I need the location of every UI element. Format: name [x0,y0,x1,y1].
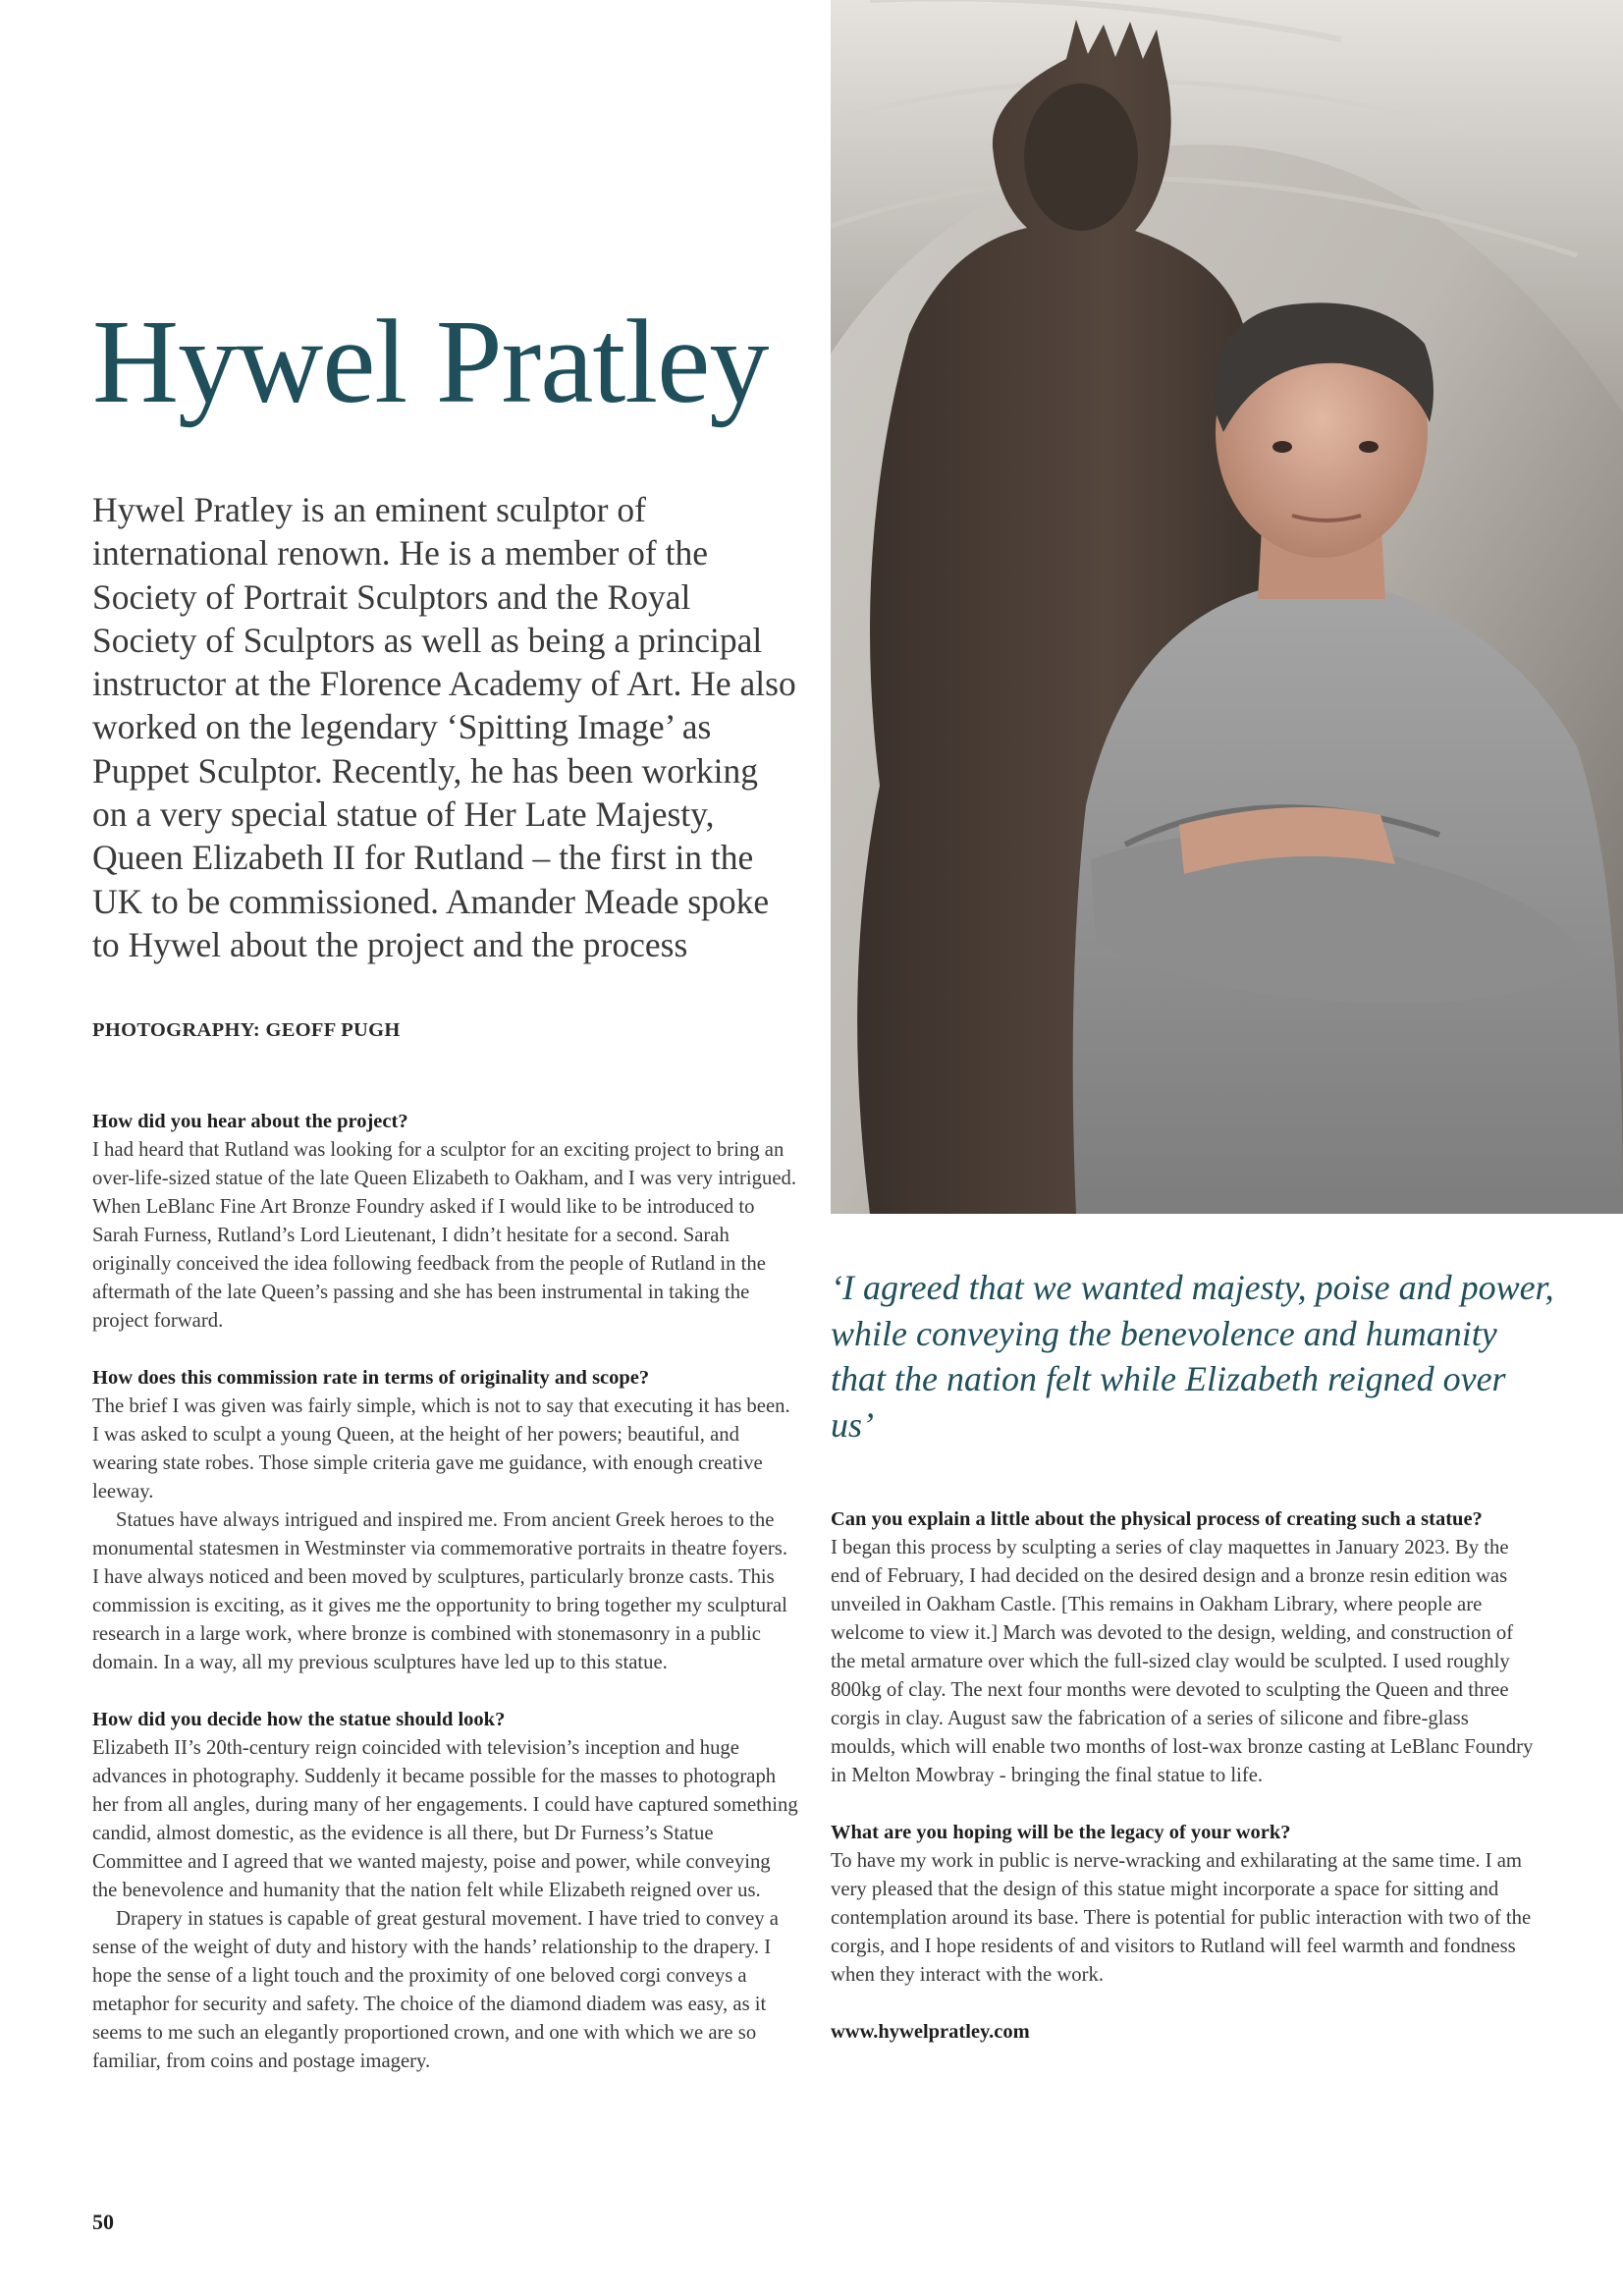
question-heading: What are you hoping will be the legacy of your work? [831,1822,1291,1843]
article-title: Hywel Pratley [92,296,769,428]
portrait-photo-illustration [831,0,1623,1214]
question-heading: How did you hear about the project? [92,1111,408,1132]
answer-paragraph: The brief I was given was fairly simple, which is not to say that executing it has been. I was asked to sculpt a young Queen, at the height of her powers; beautiful, and wearing state robes. Those simple criteria gave me guidance, with enough creative leeway. [92,1395,790,1503]
portrait-photo [831,0,1623,1214]
page-number: 50 [92,2210,114,2234]
answer-paragraph: I had heard that Rutland was looking for a sculptor for an exciting project to bring an over-life-sized statue of the late Queen Elizabeth to Oakham, and I was very intrigued. When LeBlanc Fine Art Bronze Foundry asked if I would like to be introduced to Sarah Furness, Rutland’s Lord Lieutenant, I didn’t hesitate for a second. Sarah originally conceived the idea following feedback from the people of Rutland in the aftermath of the late Queen’s passing and she has been instrumental in taking the project forward. [92,1139,797,1332]
question-heading: How did you decide how the statue should look? [92,1709,506,1730]
question-heading: How does this commission rate in terms of originality and scope? [92,1367,650,1389]
right-column [831,1505,1538,2047]
answer-paragraph: Elizabeth II’s 20th-century reign coincided with television’s inception and huge advances in photography. Suddenly it became possible for the masses to photograph her from all angles, during many of her engagements. I could have captured something candid, almost domestic, as the evidence is all there, but Dr Furness’s Statue Committee and I agreed that we wanted majesty, poise and power, while conveying the benevolence and humanity that the nation felt while Elizabeth reigned over us. [92,1737,798,1901]
answer-paragraph: I began this process by sculpting a series of clay maquettes in January 2023. By the end of February, I had decided on the desired design and a bronze resin edition was unveiled in Oakham Castle. [This remains in Oakham Library, where people are welcome to view it.] March was devoted to the design, welding, and construction of the metal armature over which the full-sized clay would be sculpted. I used roughly 800kg of clay. The next four months were devoted to sculpting the Queen and three corgis in clay. August saw the fabrication of a series of silicone and fibre-glass moulds, which will enable two months of lost-wax bronze casting at LeBlanc Foundry in Melton Mowbray - bringing the final statue to life. [831,1537,1534,1786]
question-heading: Can you explain a little about the physical process of creating such a statue? [831,1508,1483,1530]
photo-credit: PHOTOGRAPHY: GEOFF PUGH [92,1019,401,1041]
website-link[interactable]: www.hywelpratley.com [831,2021,1030,2043]
article-standfirst: Hywel Pratley is an eminent sculptor of international renown. He is a member of the Society of Portrait Sculptors and the Royal Society of Sculptors as well as being a principal instructor at the Florence Academy of Art. He also worked on the legendary ‘Spitting Image’ as Puppet Sculptor. Recently, he has been working on a very special statue of Her Late Majesty, Queen Elizabeth II for Rutland – the first in the UK to be commissioned. Amander Meade spoke to Hywel about the project and the process [92,490,796,964]
answer-paragraph: Drapery in statues is capable of great gestural movement. I have tried to convey a sense of the weight of duty and history with the hands’ relationship to the drapery. I hope the sense of a light touch and the proximity of one beloved corgi conveys a metaphor for security and safety. The choice of the diamond diadem was easy, as it seems to me such an elegantly proportioned crown, and one with which we are so familiar, from coins and postage imagery. [92,1908,779,2072]
answer-paragraph: To have my work in public is nerve-wracking and exhilarating at the same time. I am very pleased that the design of this statue might incorporate a space for sitting and contemplation around its base. There is potential for public interaction with two of the corgis, and I hope residents of and visitors to Rutland will feel warmth and fondness when they interact with the work. [831,1850,1532,1986]
pull-quote: ‘I agreed that we wanted majesty, poise and power, while conveying the benevolence and humanity that the nation felt while Elizabeth reigned over us’ [831,1268,1554,1445]
answer-paragraph: Statues have always intrigued and inspired me. From ancient Greek heroes to the monumental statesmen in Westminster via commemorative portraits in theatre foyers. I have always noticed and been moved by sculptures, particularly bronze casts. This commission is exciting, as it gives me the opportunity to bring together my sculptural research in a large work, where bronze is combined with stonemasonry in a public domain. In a way, all my previous sculptures have led up to this statue. [92,1509,788,1673]
left-column [92,1108,799,2076]
